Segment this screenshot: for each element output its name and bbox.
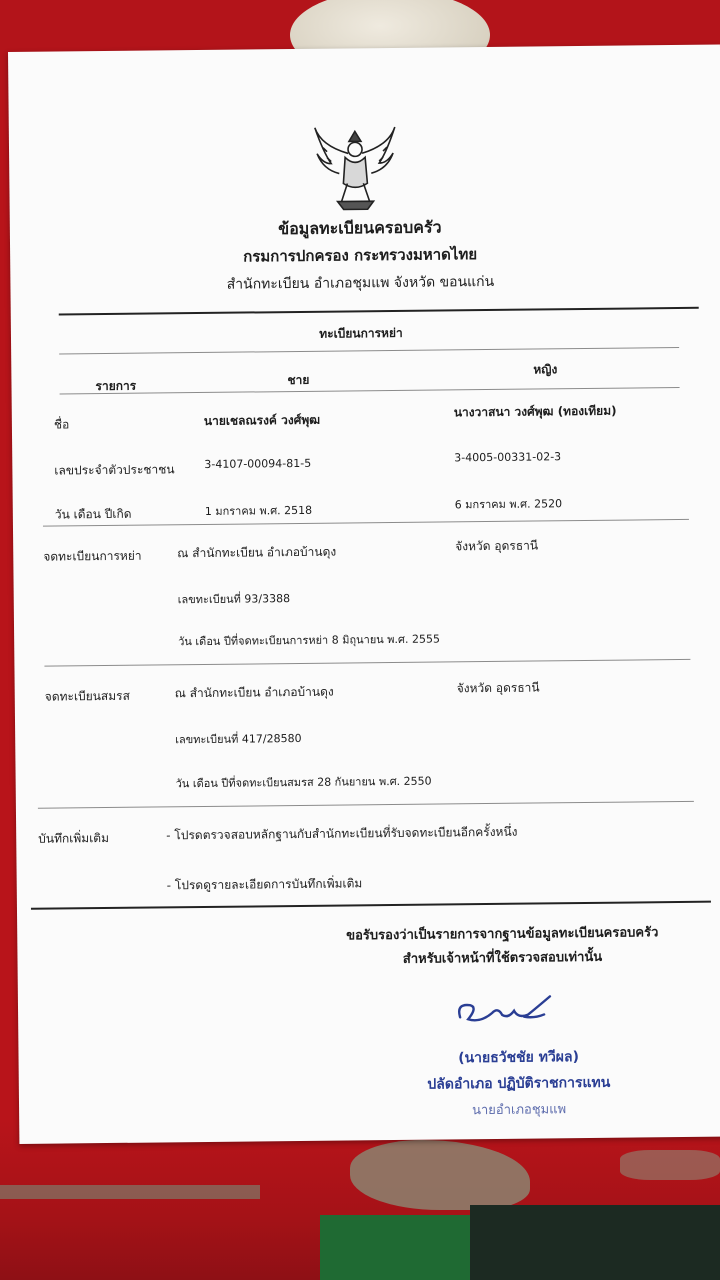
column-header-item: รายการ bbox=[95, 378, 137, 394]
marriage-province: จังหวัด อุดรธานี bbox=[456, 680, 540, 696]
paint-chip bbox=[0, 1185, 260, 1199]
column-header-male: ชาย bbox=[287, 372, 310, 388]
marriage-label: จดทะเบียนสมรส bbox=[44, 688, 130, 704]
name-label: ชื่อ bbox=[53, 417, 70, 432]
female-name: นางวาสนา วงศ์พุฒ (ทองเทียม) bbox=[453, 403, 617, 420]
signatory-position: ปลัดอำเภอ ปฏิบัติราชการแทน bbox=[427, 1074, 611, 1093]
signature-icon bbox=[454, 988, 554, 1029]
marriage-date: วัน เดือน ปีที่จดทะเบียนสมรส 28 กันยายน พ.ศ. 2550 bbox=[175, 774, 432, 791]
registry-office: สำนักทะเบียน อำเภอชุมแพ จังหวัด ขอนแก่น bbox=[226, 273, 495, 293]
divorce-reg-no: เลขทะเบียนที่ 93/3388 bbox=[177, 592, 291, 607]
divorce-office: ณ สำนักทะเบียน อำเภอบ้านดุง bbox=[177, 544, 337, 561]
divider bbox=[59, 347, 679, 354]
signatory-name: (นายธวัชชัย ทวีผล) bbox=[458, 1049, 580, 1067]
marriage-office: ณ สำนักทะเบียน อำเภอบ้านดุง bbox=[174, 684, 334, 701]
notes-line-2: - โปรดดูรายละเอียดการบันทึกเพิ่มเติม bbox=[166, 876, 363, 893]
document-title: ข้อมูลทะเบียนครอบครัว bbox=[278, 217, 442, 239]
male-id: 3-4107-00094-81-5 bbox=[204, 456, 312, 471]
certification-line-2: สำหรับเจ้าหน้าที่ใช้ตรวจสอบเท่านั้น bbox=[402, 949, 603, 967]
divorce-province: จังหวัด อุดรธานี bbox=[455, 538, 539, 554]
column-header-female: หญิง bbox=[533, 362, 558, 377]
notes-label: บันทึกเพิ่มเติม bbox=[38, 830, 110, 846]
department-name: กรมการปกครอง กระทรวงมหาดไทย bbox=[243, 245, 478, 266]
dark-surface bbox=[470, 1205, 720, 1280]
marriage-reg-no: เลขทะเบียนที่ 417/28580 bbox=[175, 731, 302, 747]
male-name: นายเชลณรงค์ วงศ์พุฒ bbox=[203, 412, 321, 428]
divider bbox=[31, 901, 711, 910]
divider bbox=[60, 387, 680, 394]
signatory-office: นายอำเภอชุมแพ bbox=[471, 1102, 567, 1119]
divider bbox=[59, 307, 699, 316]
garuda-emblem-icon bbox=[309, 123, 402, 214]
divider bbox=[44, 659, 690, 667]
divorce-date: วัน เดือน ปีที่จดทะเบียนการหย่า 8 มิถุนายน พ.ศ. 2555 bbox=[178, 632, 441, 649]
paint-chip bbox=[620, 1150, 720, 1180]
certification-line-1: ขอรับรองว่าเป็นรายการจากฐานข้อมูลทะเบียนครอบครัว bbox=[346, 925, 659, 944]
notes-line-1: - โปรดตรวจสอบหลักฐานกับสำนักทะเบียนที่รับจดทะเบียนอีกครั้งหนึ่ง bbox=[166, 824, 518, 843]
male-dob: 1 มกราคม พ.ศ. 2518 bbox=[204, 503, 313, 518]
divorce-label: จดทะเบียนการหย่า bbox=[43, 548, 142, 564]
divider bbox=[43, 519, 689, 527]
dob-label: วัน เดือน ปีเกิด bbox=[54, 506, 132, 522]
id-label: เลขประจำตัวประชาชน bbox=[54, 462, 175, 478]
document-paper bbox=[8, 45, 720, 1144]
record-type: ทะเบียนการหย่า bbox=[319, 325, 403, 341]
female-dob: 6 มกราคม พ.ศ. 2520 bbox=[454, 497, 563, 512]
female-id: 3-4005-00331-02-3 bbox=[454, 450, 562, 465]
divider bbox=[38, 801, 694, 809]
